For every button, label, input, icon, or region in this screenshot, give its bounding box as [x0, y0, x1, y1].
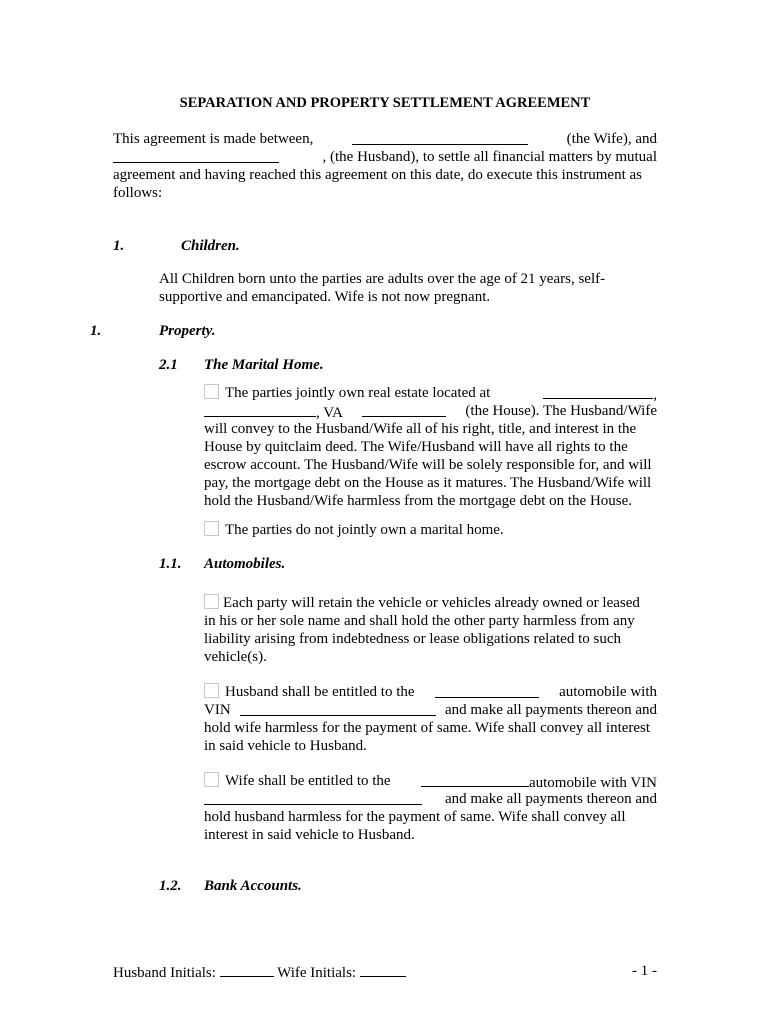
bank-accounts-heading: Bank Accounts. [204, 878, 302, 894]
document-title: SEPARATION AND PROPERTY SETTLEMENT AGREEMENT [179, 95, 591, 111]
children-heading: Children. [181, 238, 240, 254]
husband-vin-field[interactable] [240, 701, 436, 716]
bank-accounts-number: 1.2. [159, 878, 182, 894]
property-heading: Property. [159, 323, 216, 339]
wife-vin-field[interactable] [204, 790, 422, 805]
wife-vehicle-checkbox[interactable] [204, 772, 219, 787]
property-city-field[interactable] [204, 402, 316, 417]
automobiles-option-husband: Husband shall be entitled to the automobile with VIN and make all payments thereon and hold wife harmless for the payment of same. Wife shall convey all interest in said vehicle to Husband. [204, 684, 657, 754]
husband-vehicle-checkbox[interactable] [204, 683, 219, 698]
joint-ownership-checkbox[interactable] [204, 384, 219, 399]
marital-home-option-joint: The parties jointly own real estate located at , , VA (the House). The Husband/Wife will convey to the Husband/Wife all of his right, title, and interest in the House by quitclaim deed. The Wife/Husband will have all rights to the escrow account. The Husband/Wife will be solely responsible for, and will pay, the mortgage debt on the House as it matures. The Husband/Wife will hold the Husband/Wife harmless from the mortgage debt on the House. [204, 385, 657, 509]
wife-vehicle-field[interactable] [421, 772, 529, 787]
wife-initials-field[interactable] [360, 962, 406, 977]
children-paragraph: All Children born unto the parties are adults over the age of 21 years, self- supportive and emancipated. Wife is not now pregnant. [159, 271, 606, 305]
husband-initials-field[interactable] [220, 962, 274, 977]
property-section-number: 1. [90, 323, 102, 339]
page-number: - 1 - [632, 963, 657, 979]
property-zip-field[interactable] [362, 402, 446, 417]
automobiles-number: 1.1. [159, 556, 182, 572]
husband-vehicle-field[interactable] [435, 683, 539, 698]
footer-initials: Husband Initials: Wife Initials: [113, 962, 406, 982]
automobiles-heading: Automobiles. [204, 556, 286, 572]
children-section-number: 1. [113, 238, 125, 254]
marital-home-option-none: The parties do not jointly own a marital home. [204, 521, 657, 539]
retain-vehicles-checkbox[interactable] [204, 594, 219, 609]
automobiles-option-retain: Each party will retain the vehicle or vehicles already owned or leased in his or her sole name and shall hold the other party harmless from any liability arising from indebtedness or lease obligations related to such vehicle(s). [204, 595, 640, 665]
intro-paragraph: This agreement is made between, (the Wife), and , (the Husband), to settle all financial matters by mutual agreement and having reached this agreement on this date, do execute this instrument as follows: [113, 131, 657, 201]
property-address-field[interactable] [543, 384, 653, 399]
automobiles-option-wife: Wife shall be entitled to the automobile with VIN and make all payments thereon and hold husband harmless for the payment of same. Wife shall convey all interest in said vehicle to Husband. [204, 773, 657, 843]
no-marital-home-checkbox[interactable] [204, 521, 219, 536]
marital-home-number: 2.1 [159, 357, 178, 373]
marital-home-heading: The Marital Home. [204, 357, 324, 373]
wife-name-field[interactable] [352, 130, 528, 145]
husband-name-field[interactable] [113, 148, 279, 163]
